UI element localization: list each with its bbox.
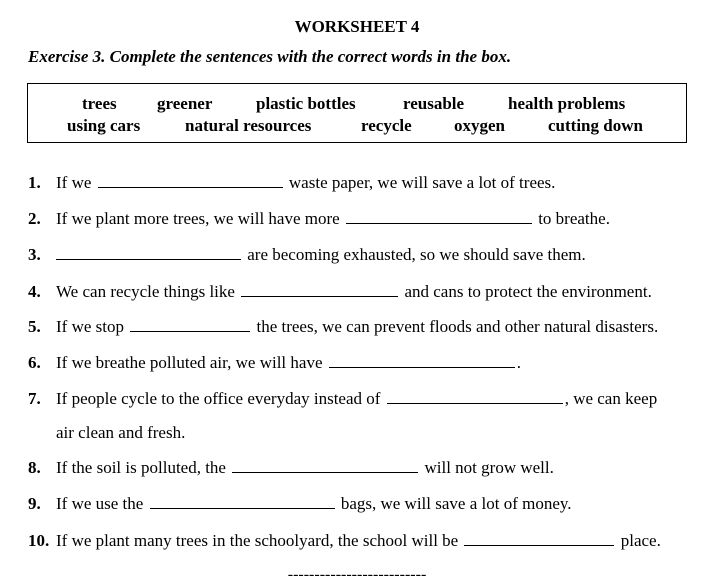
answer-blank-7[interactable] [387,389,563,404]
exercise-item-5 [28,316,658,338]
item-text-before: We can recycle things like [56,282,235,301]
word-trees: trees [82,94,117,113]
item-number: 2. [28,209,41,228]
word-oxygen: oxygen [454,116,505,135]
item-text-after: , we can keep [564,389,658,408]
exercise-item-4 [28,281,652,303]
answer-blank-4[interactable] [241,282,398,297]
item-number: 1. [28,173,41,192]
word-health-problems: health problems [508,94,626,113]
item-number: 8. [28,458,41,477]
answer-blank-3[interactable] [56,245,241,260]
word-natural-resources: natural resources [185,116,312,135]
answer-blank-1[interactable] [98,173,283,188]
footer-divider: -------------------------- [287,566,427,583]
answer-blank-8[interactable] [232,458,418,473]
item-number: 4. [28,282,41,301]
item-number: 10. [28,531,50,550]
exercise-item-6 [28,352,521,374]
item-text-before: If we breathe polluted air, we will have [56,353,323,372]
word-box [27,83,687,143]
exercise-item-9 [28,493,572,515]
answer-blank-9[interactable] [150,494,335,509]
exercise-item-7-continuation: air clean and fresh. [56,423,186,442]
item-text-before: If we [56,173,92,192]
item-number: 7. [28,389,41,408]
exercise-instruction: Exercise 3. Complete the sentences with the correct words in the box. [28,47,512,66]
item-text-before: If we use the [56,494,144,513]
answer-blank-6[interactable] [329,353,515,368]
word-cutting-down: cutting down [548,116,643,135]
item-text-before: If people cycle to the office everyday instead of [56,389,381,408]
item-number: 3. [28,245,41,264]
exercise-item-2 [28,208,610,230]
exercise-item-1 [28,172,555,194]
item-text-after: to breathe. [538,209,610,228]
word-reusable: reusable [403,94,465,113]
word-recycle: recycle [361,116,412,135]
exercise-item-7 [28,388,657,410]
item-text-after: will not grow well. [424,458,554,477]
word-plastic-bottles: plastic bottles [256,94,356,113]
answer-blank-5[interactable] [130,317,250,332]
exercise-item-10 [28,530,661,552]
item-text-after: are becoming exhausted, so we should save them. [247,245,586,264]
item-text-after: waste paper, we will save a lot of trees. [288,173,556,192]
item-text-before: If we stop [56,317,124,336]
item-text-after: place. [620,531,661,550]
item-text-after: and cans to protect the environment. [404,282,652,301]
item-text-after: the trees, we can prevent floods and other natural disasters. [256,317,659,336]
word-using-cars: using cars [67,116,141,135]
item-text-before: If the soil is polluted, the [56,458,226,477]
item-text-after: . [516,353,521,372]
worksheet-title: WORKSHEET 4 [294,17,420,36]
exercise-item-3 [28,244,586,266]
item-number: 9. [28,494,41,513]
item-text-before: If we plant many trees in the schoolyard, the school will be [56,531,459,550]
item-text-after: bags, we will save a lot of money. [340,494,572,513]
answer-blank-10[interactable] [464,531,614,546]
answer-blank-2[interactable] [346,209,532,224]
word-greener: greener [157,94,213,113]
item-text-before: If we plant more trees, we will have more [56,209,340,228]
item-number: 5. [28,317,41,336]
item-number: 6. [28,353,41,372]
exercise-item-8 [28,457,554,479]
